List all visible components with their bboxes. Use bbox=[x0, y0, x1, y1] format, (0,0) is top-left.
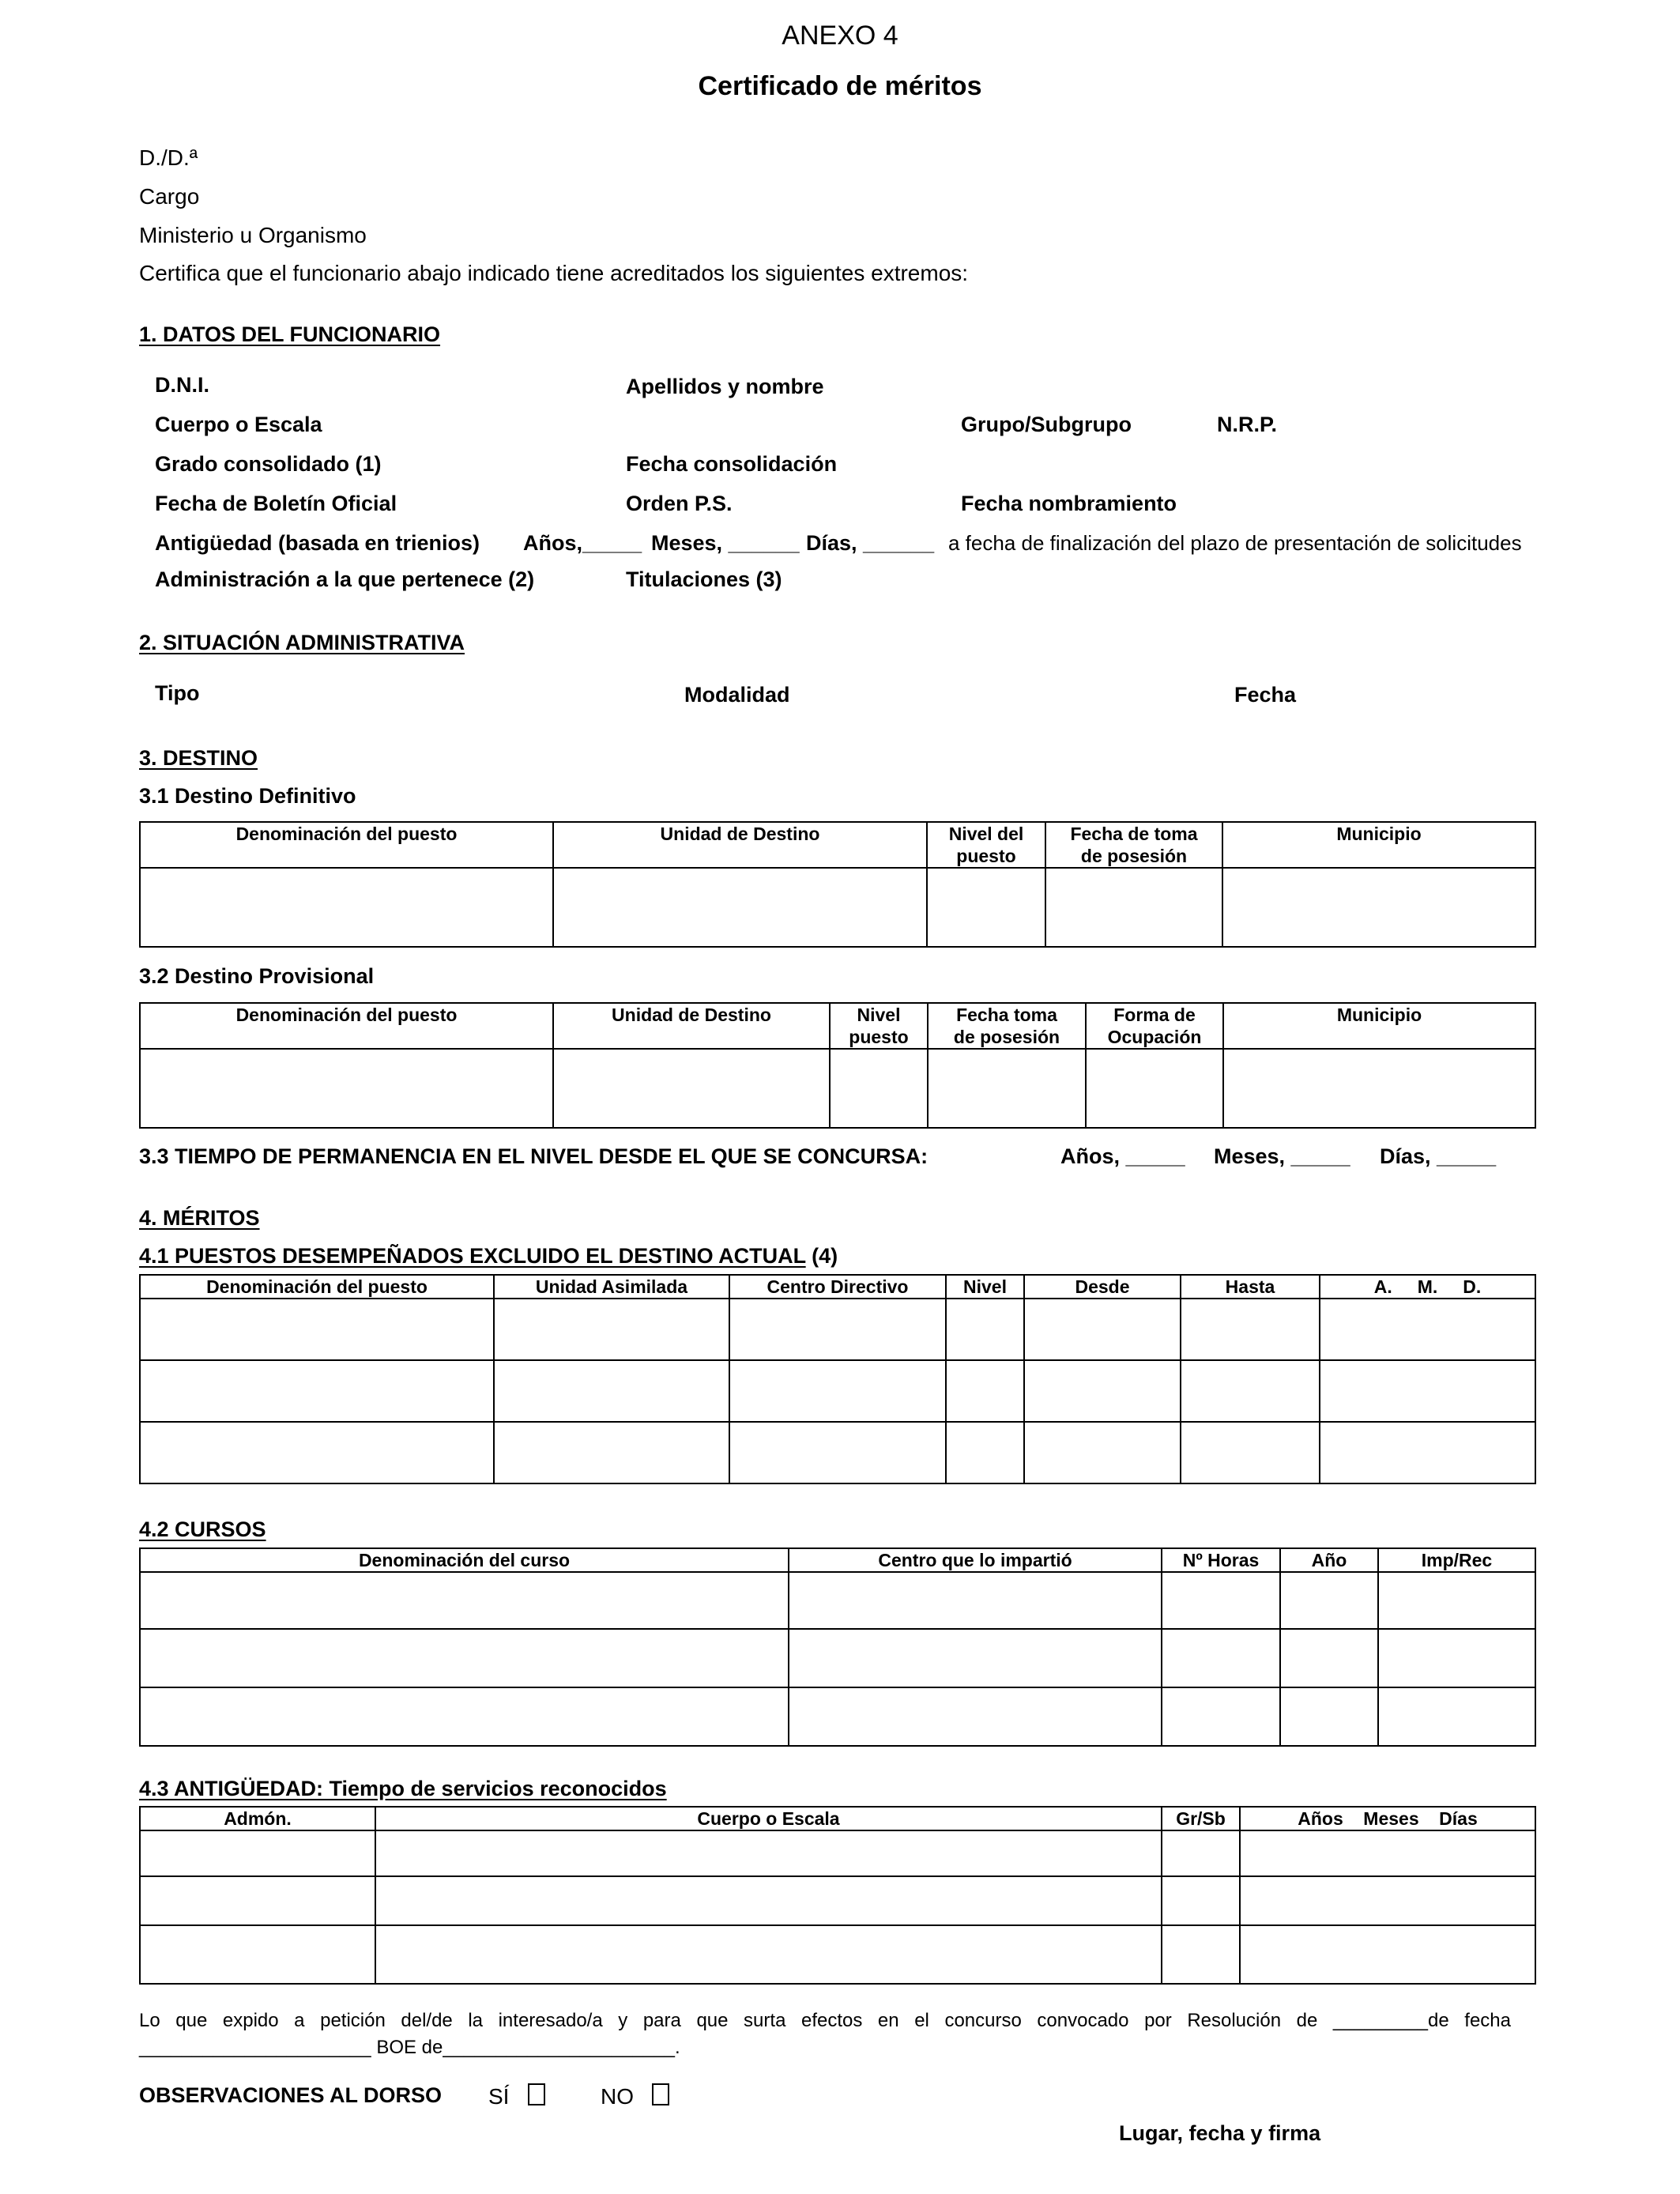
col-cuerpo: Cuerpo o Escala bbox=[375, 1807, 1162, 1830]
col-centro-directivo: Centro Directivo bbox=[729, 1275, 946, 1299]
si-label: SÍ bbox=[488, 2084, 510, 2109]
anos-label: Años,_____ bbox=[523, 531, 642, 555]
tipo-label: Tipo bbox=[155, 681, 200, 705]
expido-text-line1: Lo que expido a petición del/de la interesado/a y para que surta efectos en el concurso convocado por Resolución de _________de fecha bbox=[139, 2010, 1511, 2031]
destino-definitivo-heading: 3.1 Destino Definitivo bbox=[139, 784, 356, 808]
col-unidad: Unidad de Destino bbox=[553, 1003, 830, 1049]
section-3-heading: 3. DESTINO bbox=[139, 746, 258, 770]
tiempo-permanencia-label: 3.3 TIEMPO DE PERMANENCIA EN EL NIVEL DESDE EL QUE SE CONCURSA: bbox=[139, 1144, 929, 1168]
nrp-label: N.R.P. bbox=[1217, 413, 1278, 436]
col-denominacion: Denominación del puesto bbox=[140, 1003, 553, 1049]
permanencia-dias: Días, _____ bbox=[1380, 1144, 1497, 1168]
table-row bbox=[140, 1422, 1535, 1483]
grupo-label: Grupo/Subgrupo bbox=[961, 413, 1132, 436]
col-forma-ocupacion: Forma de Ocupación bbox=[1086, 1003, 1223, 1049]
titulaciones-label: Titulaciones (3) bbox=[626, 567, 782, 591]
no-checkbox[interactable] bbox=[652, 2083, 669, 2105]
cuerpo-label: Cuerpo o Escala bbox=[155, 413, 322, 436]
col-hasta: Hasta bbox=[1181, 1275, 1320, 1299]
ministerio-label: Ministerio u Organismo bbox=[139, 223, 367, 247]
observaciones-label: OBSERVACIONES AL DORSO bbox=[139, 2083, 443, 2107]
meses-label: Meses, ______ bbox=[651, 531, 800, 555]
antiguedad-heading: 4.3 ANTIGÜEDAD: Tiempo de servicios reconocidos bbox=[139, 1777, 667, 1800]
col-anos-meses-dias: Años Meses Días bbox=[1240, 1807, 1535, 1830]
si-option[interactable] bbox=[488, 2083, 545, 2109]
destino-provisional-table bbox=[139, 1002, 1536, 1129]
annex-title: ANEXO 4 bbox=[782, 21, 898, 51]
col-desde: Desde bbox=[1024, 1275, 1181, 1299]
col-horas: Nº Horas bbox=[1162, 1548, 1280, 1572]
antiguedad-label: Antigüedad (basada en trienios) bbox=[155, 531, 480, 555]
dni-label: D.N.I. bbox=[155, 373, 210, 397]
col-nivel: Nivel del puesto bbox=[927, 822, 1045, 868]
table-row bbox=[140, 1876, 1535, 1925]
grado-label: Grado consolidado (1) bbox=[155, 452, 382, 476]
fecha-label: Fecha bbox=[1234, 683, 1297, 707]
col-nivel: Nivel bbox=[946, 1275, 1024, 1299]
fecha-consolidacion-label: Fecha consolidación bbox=[626, 452, 838, 476]
col-denominacion: Denominación del puesto bbox=[140, 1275, 494, 1299]
cursos-table bbox=[139, 1547, 1536, 1747]
col-denominacion: Denominación del puesto bbox=[140, 822, 553, 868]
table-row bbox=[140, 1629, 1535, 1687]
col-amd: A. M. D. bbox=[1320, 1275, 1535, 1299]
cargo-label: Cargo bbox=[139, 184, 200, 209]
destino-provisional-heading: 3.2 Destino Provisional bbox=[139, 964, 375, 988]
permanencia-meses: Meses, _____ bbox=[1214, 1144, 1350, 1168]
section-1-heading: 1. DATOS DEL FUNCIONARIO bbox=[139, 322, 441, 346]
no-option[interactable] bbox=[601, 2083, 669, 2109]
puestos-heading: 4.1 PUESTOS DESEMPEÑADOS EXCLUIDO EL DESTINO ACTUAL (4) bbox=[139, 1244, 838, 1268]
table-row bbox=[140, 1925, 1535, 1984]
orden-label: Orden P.S. bbox=[626, 492, 733, 515]
page-title: Certificado de méritos bbox=[698, 71, 982, 101]
certifica-text: Certifica que el funcionario abajo indicado tiene acreditados los siguientes extremos: bbox=[139, 261, 969, 285]
table-row bbox=[140, 1049, 1535, 1128]
table-row bbox=[140, 1299, 1535, 1360]
col-imp-rec: Imp/Rec bbox=[1378, 1548, 1535, 1572]
puestos-table bbox=[139, 1274, 1536, 1484]
si-checkbox[interactable] bbox=[528, 2083, 545, 2105]
col-denominacion-curso: Denominación del curso bbox=[140, 1548, 789, 1572]
table-row bbox=[140, 1830, 1535, 1876]
col-nivel: Nivel puesto bbox=[830, 1003, 928, 1049]
antiguedad-table bbox=[139, 1806, 1536, 1985]
section-2-heading: 2. SITUACIÓN ADMINISTRATIVA bbox=[139, 631, 465, 654]
expido-text-line2: ______________________ BOE de______________________. bbox=[139, 2037, 680, 2058]
modalidad-label: Modalidad bbox=[684, 683, 790, 707]
a-fecha-text: a fecha de finalización del plazo de presentación de solicitudes bbox=[948, 531, 1522, 555]
destino-definitivo-table bbox=[139, 821, 1536, 948]
col-fecha-toma: Fecha toma de posesión bbox=[928, 1003, 1086, 1049]
table-row bbox=[140, 1360, 1535, 1422]
table-row bbox=[140, 1572, 1535, 1629]
no-label: NO bbox=[601, 2084, 634, 2109]
col-admon: Admón. bbox=[140, 1807, 375, 1830]
col-unidad-asimilada: Unidad Asimilada bbox=[494, 1275, 729, 1299]
col-municipio: Municipio bbox=[1222, 822, 1535, 868]
lugar-fecha-firma: Lugar, fecha y firma bbox=[1119, 2121, 1321, 2145]
col-ano: Año bbox=[1280, 1548, 1378, 1572]
table-row bbox=[140, 1687, 1535, 1746]
cursos-heading: 4.2 CURSOS bbox=[139, 1517, 266, 1541]
col-centro: Centro que lo impartió bbox=[789, 1548, 1162, 1572]
col-fecha-toma: Fecha de toma de posesión bbox=[1045, 822, 1222, 868]
col-unidad: Unidad de Destino bbox=[553, 822, 927, 868]
col-gr-sb: Gr/Sb bbox=[1162, 1807, 1240, 1830]
col-municipio: Municipio bbox=[1223, 1003, 1535, 1049]
fecha-boletin-label: Fecha de Boletín Oficial bbox=[155, 492, 397, 515]
dd-label: D./D.ª bbox=[139, 145, 198, 170]
apellidos-label: Apellidos y nombre bbox=[626, 375, 824, 398]
administracion-label: Administración a la que pertenece (2) bbox=[155, 567, 535, 591]
section-4-heading: 4. MÉRITOS bbox=[139, 1206, 260, 1230]
dias-label: Días, ______ bbox=[806, 531, 935, 555]
fecha-nombramiento-label: Fecha nombramiento bbox=[961, 492, 1177, 515]
table-row bbox=[140, 868, 1535, 947]
permanencia-anos: Años, _____ bbox=[1060, 1144, 1185, 1168]
